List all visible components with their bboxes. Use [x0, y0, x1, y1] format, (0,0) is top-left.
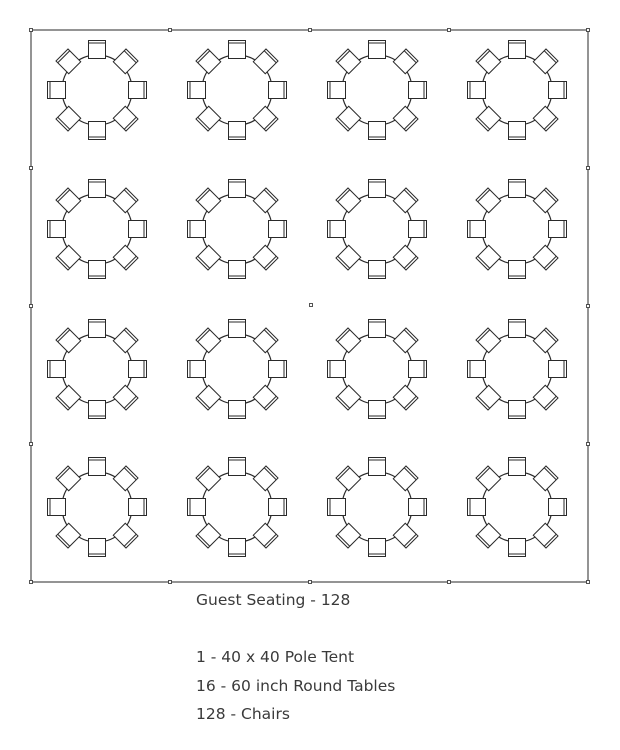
chair	[336, 466, 361, 491]
tent-pole-marker	[587, 443, 590, 446]
chair	[229, 261, 246, 279]
chair	[113, 328, 138, 353]
chair	[229, 180, 246, 198]
chair	[48, 221, 66, 238]
chair	[253, 188, 278, 213]
chair	[188, 499, 206, 516]
chair	[336, 188, 361, 213]
table-setting	[468, 41, 567, 140]
equipment-list	[196, 647, 395, 733]
chair	[409, 361, 427, 378]
chair	[56, 106, 81, 131]
chair	[253, 385, 278, 410]
chair	[328, 361, 346, 378]
chair	[369, 320, 386, 338]
chair	[188, 361, 206, 378]
chair	[89, 122, 106, 140]
chair	[129, 221, 147, 238]
chair	[188, 82, 206, 99]
chair	[549, 221, 567, 238]
chair	[253, 466, 278, 491]
chair	[336, 328, 361, 353]
chair	[533, 106, 558, 131]
chair	[369, 261, 386, 279]
chair	[56, 385, 81, 410]
chair	[253, 328, 278, 353]
chair	[393, 245, 418, 270]
chair	[409, 82, 427, 99]
chair	[113, 385, 138, 410]
tent-pole-marker	[169, 581, 172, 584]
tent-pole-markers	[30, 29, 590, 584]
chair	[533, 245, 558, 270]
chair	[393, 328, 418, 353]
chair	[56, 466, 81, 491]
chair	[328, 221, 346, 238]
table-setting	[188, 41, 287, 140]
chair	[468, 82, 486, 99]
chair	[509, 458, 526, 476]
chair	[253, 49, 278, 74]
tent-pole-marker	[587, 29, 590, 32]
chair	[129, 499, 147, 516]
spec-tables: 16 - 60 inch Round Tables	[196, 676, 396, 695]
chair	[229, 320, 246, 338]
chair	[393, 385, 418, 410]
chair	[369, 539, 386, 557]
chair	[196, 466, 221, 491]
chair	[336, 523, 361, 548]
chair	[229, 401, 246, 419]
chair	[196, 49, 221, 74]
tent-pole-marker	[30, 443, 33, 446]
chair	[468, 361, 486, 378]
chair	[253, 106, 278, 131]
tent-pole-marker	[30, 305, 33, 308]
chair	[393, 188, 418, 213]
guest-seating-caption: Guest Seating - 128	[196, 591, 351, 609]
chair	[229, 539, 246, 557]
chair	[476, 523, 501, 548]
chair	[393, 106, 418, 131]
tent-pole-marker	[30, 581, 33, 584]
chair	[113, 49, 138, 74]
tent-pole-marker	[309, 29, 312, 32]
tent-pole-marker	[30, 167, 33, 170]
chair	[196, 523, 221, 548]
chair	[48, 82, 66, 99]
chair	[196, 245, 221, 270]
chair	[476, 385, 501, 410]
chair	[369, 401, 386, 419]
chair	[549, 361, 567, 378]
chair	[409, 499, 427, 516]
chair	[409, 221, 427, 238]
chair	[509, 320, 526, 338]
chair	[476, 106, 501, 131]
chair	[269, 221, 287, 238]
chair	[196, 328, 221, 353]
chair	[113, 466, 138, 491]
chair	[336, 385, 361, 410]
tent-pole-marker	[587, 305, 590, 308]
chair	[393, 49, 418, 74]
chair	[509, 539, 526, 557]
table-setting	[468, 180, 567, 279]
chair	[509, 401, 526, 419]
chair	[229, 41, 246, 59]
chair	[533, 328, 558, 353]
table-setting	[328, 320, 427, 419]
chair	[509, 261, 526, 279]
chair	[89, 320, 106, 338]
tent-pole-marker	[169, 29, 172, 32]
spec-tent: 1 - 40 x 40 Pole Tent	[196, 648, 355, 666]
chair	[196, 106, 221, 131]
table-grid	[48, 41, 567, 557]
chair	[56, 328, 81, 353]
chair	[89, 41, 106, 59]
chair	[253, 245, 278, 270]
tent-pole-marker	[309, 581, 312, 584]
chair	[89, 261, 106, 279]
chair	[393, 466, 418, 491]
chair	[48, 361, 66, 378]
table-setting	[48, 320, 147, 419]
chair	[533, 523, 558, 548]
chair	[129, 82, 147, 99]
chair	[533, 385, 558, 410]
chair	[269, 361, 287, 378]
table-setting	[48, 180, 147, 279]
chair	[188, 221, 206, 238]
table-setting	[328, 180, 427, 279]
chair	[56, 523, 81, 548]
chair	[56, 245, 81, 270]
tent-pole-marker	[30, 29, 33, 32]
chair	[533, 49, 558, 74]
chair	[229, 458, 246, 476]
chair	[113, 245, 138, 270]
chair	[533, 188, 558, 213]
chair	[113, 523, 138, 548]
chair	[89, 401, 106, 419]
chair	[509, 41, 526, 59]
chair	[113, 106, 138, 131]
chair	[369, 122, 386, 140]
chair	[328, 82, 346, 99]
chair	[89, 180, 106, 198]
chair	[476, 245, 501, 270]
chair	[89, 539, 106, 557]
chair	[549, 499, 567, 516]
chair	[509, 180, 526, 198]
chair	[328, 499, 346, 516]
chair	[468, 221, 486, 238]
table-setting	[188, 180, 287, 279]
chair	[89, 458, 106, 476]
chair	[336, 245, 361, 270]
chair	[196, 188, 221, 213]
chair	[476, 466, 501, 491]
chair	[253, 523, 278, 548]
chair	[369, 458, 386, 476]
chair	[509, 122, 526, 140]
table-setting	[188, 320, 287, 419]
table-setting	[468, 458, 567, 557]
chair	[129, 361, 147, 378]
tent-pole-marker	[310, 304, 313, 307]
chair	[393, 523, 418, 548]
tent-pole-marker	[448, 29, 451, 32]
chair	[533, 466, 558, 491]
chair	[549, 82, 567, 99]
table-setting	[328, 41, 427, 140]
tent-pole-marker	[448, 581, 451, 584]
chair	[336, 106, 361, 131]
tent-pole-marker	[587, 581, 590, 584]
tent-pole-marker	[587, 167, 590, 170]
spec-chairs: 128 - Chairs	[196, 705, 290, 723]
chair	[56, 188, 81, 213]
chair	[229, 122, 246, 140]
chair	[269, 499, 287, 516]
table-setting	[48, 41, 147, 140]
chair	[269, 82, 287, 99]
chair	[48, 499, 66, 516]
chair	[468, 499, 486, 516]
table-setting	[328, 458, 427, 557]
chair	[476, 188, 501, 213]
table-setting	[468, 320, 567, 419]
chair	[369, 41, 386, 59]
chair	[56, 49, 81, 74]
chair	[369, 180, 386, 198]
chair	[113, 188, 138, 213]
table-setting	[188, 458, 287, 557]
chair	[476, 49, 501, 74]
chair	[476, 328, 501, 353]
table-setting	[48, 458, 147, 557]
chair	[336, 49, 361, 74]
chair	[196, 385, 221, 410]
